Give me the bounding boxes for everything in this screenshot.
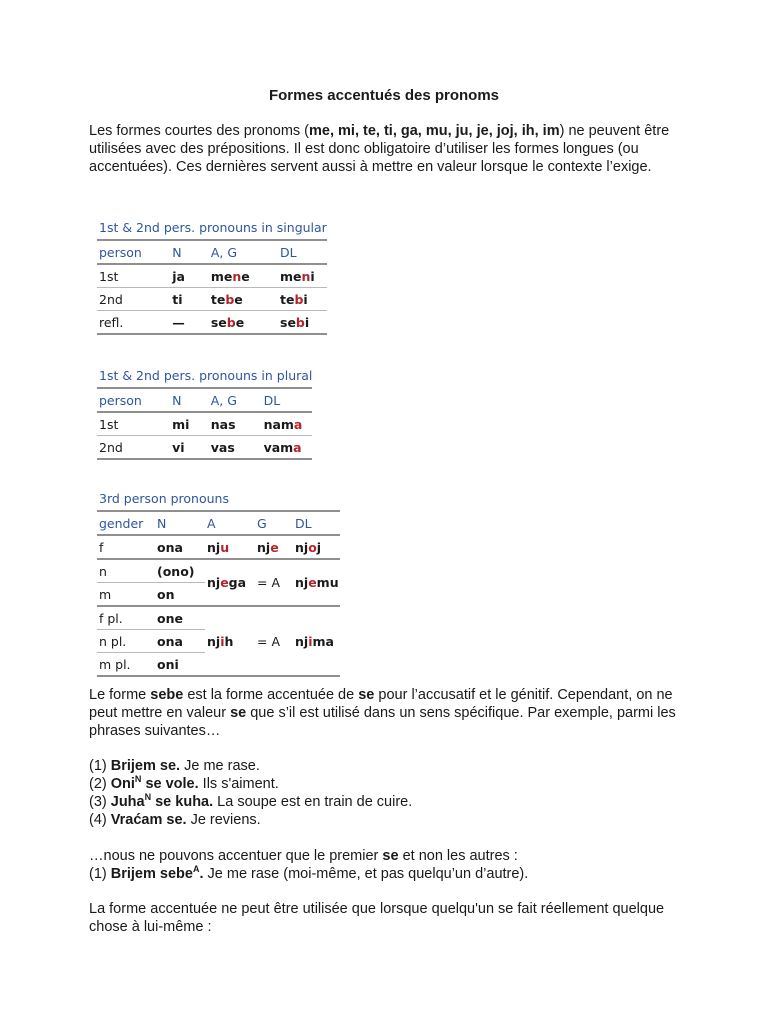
table-cell: nju xyxy=(205,535,255,559)
column-header: A xyxy=(205,511,255,535)
final-paragraph: La forme accentuée ne peut être utilisée que lorsque quelqu'un se fait réellement quelque chose à lui-même : xyxy=(89,901,665,935)
table-cell: one xyxy=(155,606,205,630)
table-plural xyxy=(97,364,312,460)
intro-paragraph xyxy=(89,122,689,176)
table-cell: njima xyxy=(293,606,340,676)
table-cell: njemu xyxy=(293,559,340,606)
table-cell: sebi xyxy=(278,311,327,335)
intro-text-1: Les formes courtes des pronoms ( xyxy=(89,123,310,139)
column-header: N xyxy=(170,388,209,412)
table-cell: ona xyxy=(155,535,205,559)
table-cell: nama xyxy=(262,412,313,436)
table-cell: f pl. xyxy=(97,606,155,630)
table-cell: refl. xyxy=(97,311,170,335)
table-cell: 1st xyxy=(97,412,170,436)
column-header: person xyxy=(97,388,170,412)
table-cell: n xyxy=(97,559,155,583)
table-cell: tebe xyxy=(209,288,278,311)
example-1: (1) Brijem se. Je me rase. xyxy=(89,758,260,774)
column-header: DL xyxy=(262,388,313,412)
table-cell: vi xyxy=(170,436,209,460)
table-cell: tebi xyxy=(278,288,327,311)
column-header: DL xyxy=(278,240,327,264)
page-title: Formes accentués des pronoms xyxy=(268,87,500,104)
table-row xyxy=(97,535,340,559)
table-cell: mi xyxy=(170,412,209,436)
table-cell: njih xyxy=(205,606,255,676)
table-cell: (ono) xyxy=(155,559,205,583)
table-cell: m pl. xyxy=(97,653,155,677)
table-cell: vama xyxy=(262,436,313,460)
table-cell: sebe xyxy=(209,311,278,335)
table-cell: 2nd xyxy=(97,436,170,460)
table-cell: f xyxy=(97,535,155,559)
table-row xyxy=(97,311,327,335)
table-cell: = A xyxy=(255,606,293,676)
table-cell: ja xyxy=(170,264,209,288)
table-cell: njoj xyxy=(293,535,340,559)
table-row xyxy=(97,288,327,311)
table-singular xyxy=(97,216,327,335)
column-header: person xyxy=(97,240,170,264)
table-row xyxy=(97,606,340,630)
column-header: A, G xyxy=(209,240,278,264)
column-header: A, G xyxy=(209,388,262,412)
column-header: N xyxy=(170,240,209,264)
column-header: G xyxy=(255,511,293,535)
table-cell: m xyxy=(97,583,155,607)
column-header: gender xyxy=(97,511,155,535)
table-cell: ona xyxy=(155,630,205,653)
example-2: (2) Oni$^N$ se vole. Ils s'aiment. xyxy=(89,774,279,792)
table-cell: oni xyxy=(155,653,205,677)
table-cell: — xyxy=(170,311,209,335)
table-cell: 1st xyxy=(97,264,170,288)
table-caption: 1st & 2nd pers. pronouns in plural xyxy=(97,364,312,388)
table-cell: n pl. xyxy=(97,630,155,653)
table-row xyxy=(97,412,312,436)
table-cell: njega xyxy=(205,559,255,606)
table-cell: mene xyxy=(209,264,278,288)
table-cell: nje xyxy=(255,535,293,559)
table-caption: 1st & 2nd pers. pronouns in singular xyxy=(97,216,327,240)
table-row xyxy=(97,436,312,460)
example-accented: (1) Brijem sebe$^A$. Je me rase (moi-même, et pas quelqu’un d’autre). xyxy=(89,864,529,882)
table-cell: nas xyxy=(209,412,262,436)
table-cell: on xyxy=(155,583,205,607)
table-third-person xyxy=(97,487,340,677)
sebe-paragraph: Le forme sebe est la forme accentuée de se pour l’accusatif et le génitif. Cependant, on ne peut mettre en valeur se que s’il est utilisé dans un sens spécifique. Par exemple, parmi les phrases suivantes… xyxy=(89,687,676,739)
example-4: (4) Vraćam se. Je reviens. xyxy=(89,812,261,828)
table-cell: ti xyxy=(170,288,209,311)
short-forms-list: me, mi, te, ti, ga, mu, ju, je, joj, ih, im xyxy=(309,123,560,139)
column-header: DL xyxy=(293,511,340,535)
table-cell: 2nd xyxy=(97,288,170,311)
intro-text-2: ) ne peuvent être utilisées avec des prépositions. Il est donc obligatoire d’utiliser les formes longues (ou accentuées). Ces dernières servent aussi à mettre en valeur lorsque le contexte l’exige. xyxy=(89,123,670,175)
example-3: (3) Juha$^N$ se kuha. La soupe est en train de cuire. xyxy=(89,792,413,810)
table-cell: vas xyxy=(209,436,262,460)
column-header: N xyxy=(155,511,205,535)
table-cell: = A xyxy=(255,559,293,606)
accent-note: …nous ne pouvons accentuer que le premier se et non les autres : xyxy=(89,848,518,864)
table-row xyxy=(97,559,340,583)
table-cell: meni xyxy=(278,264,327,288)
table-caption: 3rd person pronouns xyxy=(97,487,340,511)
table-row xyxy=(97,264,327,288)
